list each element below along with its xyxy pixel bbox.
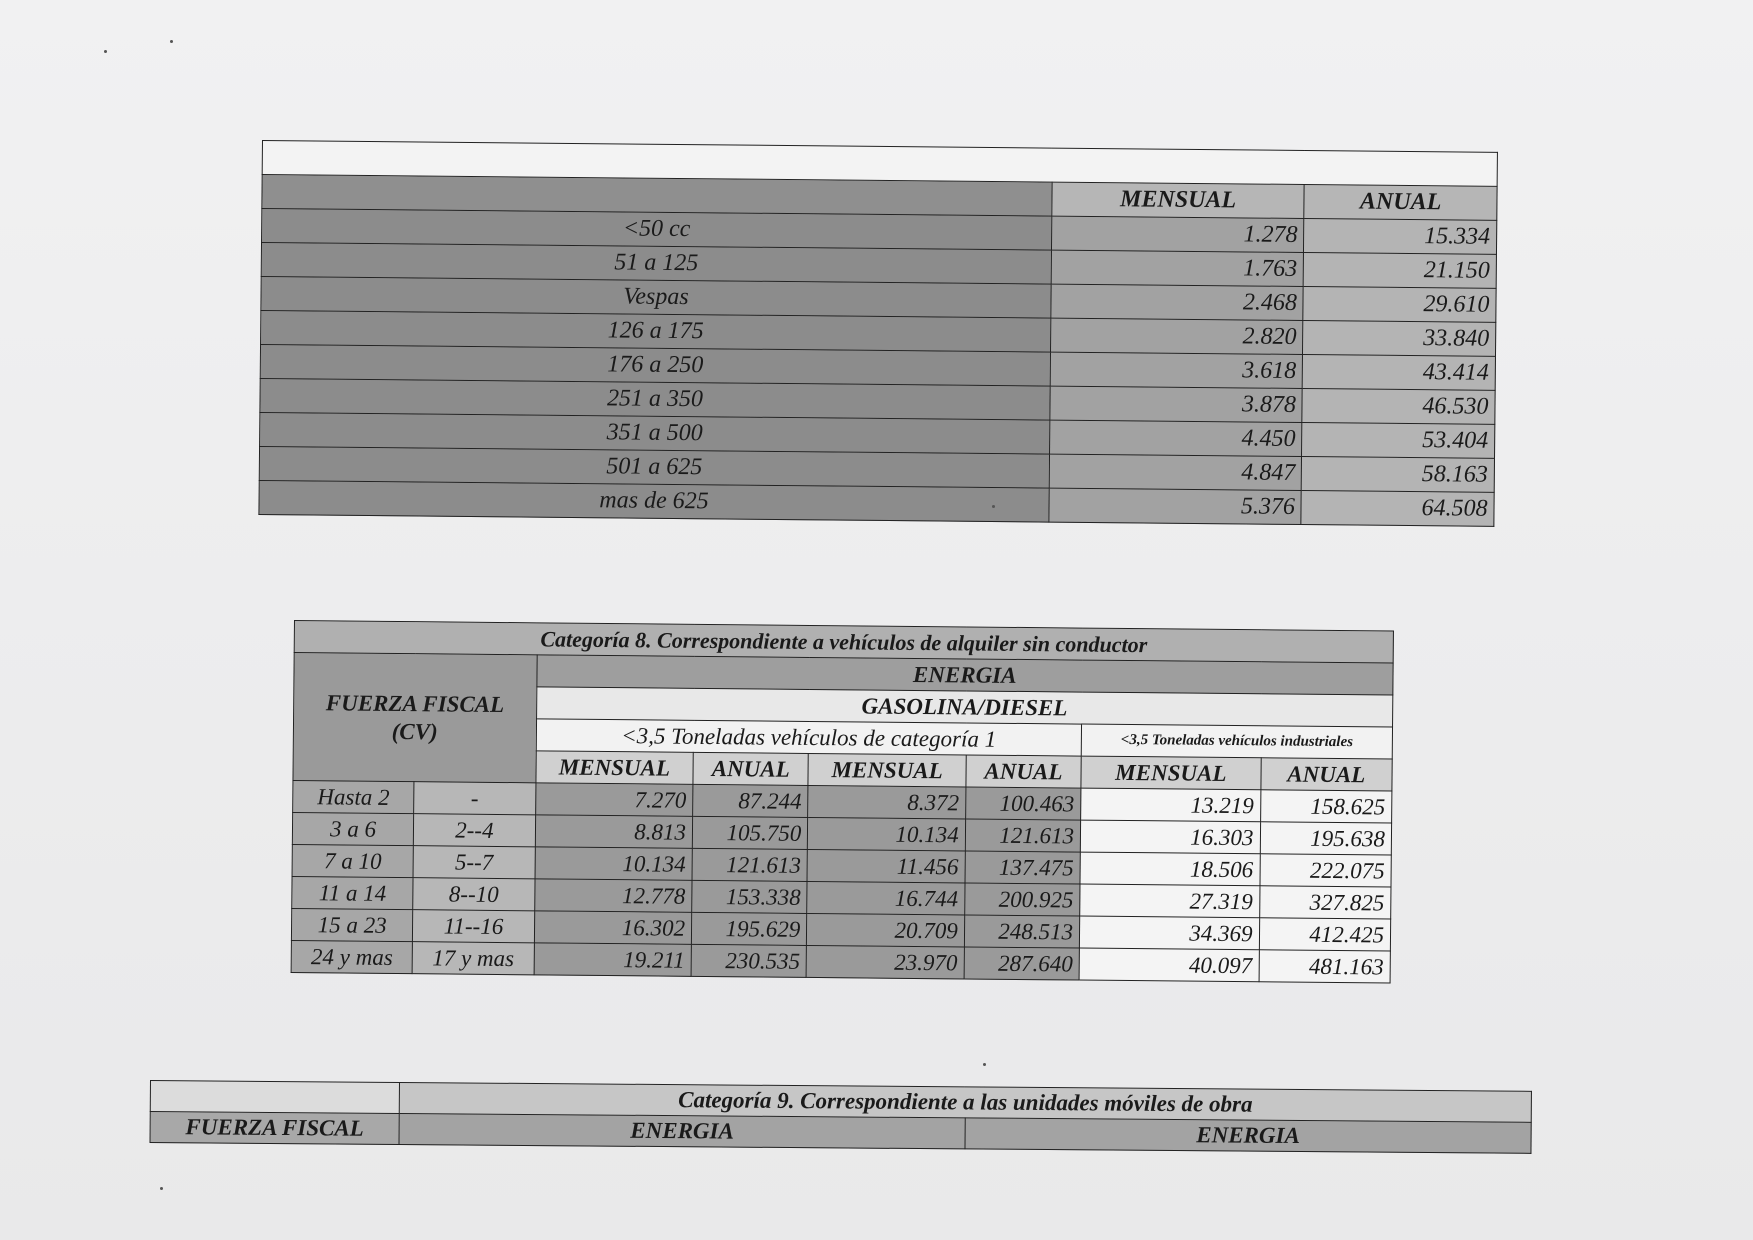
anual-header-1: ANUAL — [693, 752, 809, 785]
energia-header-2: ENERGIA — [965, 1118, 1531, 1153]
anual-cat1-cell: 87.244 — [693, 784, 809, 817]
fuerza-range-cell: 3 a 6 — [292, 812, 414, 845]
category-8-table — [291, 620, 1394, 984]
category-cell: <50 cc — [262, 209, 1052, 251]
blank-cell — [150, 1081, 399, 1114]
fuerza-range-cell: Hasta 2 — [293, 780, 415, 813]
fuerza-fiscal-label: FUERZA FISCAL — [325, 689, 505, 717]
cv-label: (CV) — [391, 718, 438, 744]
mensual-cell: 4.847 — [1049, 454, 1302, 490]
scan-speck — [160, 1187, 163, 1190]
category-cell: 176 a 250 — [260, 344, 1050, 386]
anual-industrial-cell: 158.625 — [1260, 790, 1392, 823]
mensual-cat1-cell: 8.813 — [535, 815, 693, 849]
mensual-cell: 2.820 — [1050, 318, 1303, 354]
category-cell: 351 a 500 — [260, 412, 1050, 454]
tonnage-category-1-header: <3,5 Toneladas vehículos de categoría 1 — [536, 719, 1082, 756]
anual-cat1-cell: 105.750 — [692, 816, 808, 849]
header-mensual: MENSUAL — [1052, 182, 1305, 218]
mensual-cell: 3.878 — [1050, 386, 1303, 422]
anual-cell: 46.530 — [1302, 389, 1495, 425]
table-body — [291, 780, 1392, 983]
fuerza-range-alt-cell: 8--10 — [413, 878, 535, 911]
fuerza-range-cell: 15 a 23 — [291, 908, 413, 941]
fuerza-range-cell: 24 y mas — [291, 940, 413, 973]
mensual-cell: 3.618 — [1050, 352, 1303, 388]
category-cell: 51 a 125 — [261, 243, 1051, 285]
anual-header-2: ANUAL — [966, 755, 1082, 788]
mensual-industrial-cell: 18.506 — [1080, 852, 1260, 886]
scan-speck — [983, 1063, 986, 1066]
anual-cat1b-cell: 200.925 — [964, 883, 1080, 916]
fuerza-fiscal-header — [293, 653, 537, 783]
anual-industrial-cell: 481.163 — [1259, 950, 1391, 983]
mensual-cat1-cell: 7.270 — [535, 783, 693, 817]
fuerza-range-alt-cell: 11--16 — [413, 910, 535, 943]
mensual-cat1b-cell: 16.744 — [807, 881, 965, 915]
fuerza-range-alt-cell: 17 y mas — [412, 942, 534, 975]
anual-cell: 33.840 — [1303, 321, 1496, 357]
category-cell: 126 a 175 — [261, 310, 1051, 352]
category-cell: mas de 625 — [259, 480, 1049, 522]
mensual-cell: 1.278 — [1051, 216, 1304, 252]
tonnage-industrial-header: <3,5 Toneladas vehículos industriales — [1081, 724, 1392, 759]
fuerza-range-alt-cell: 5--7 — [413, 846, 535, 879]
table-title: Categoría 9. Correspondiente a las unidades móviles de obra — [399, 1082, 1531, 1122]
category-cell: Vespas — [261, 276, 1051, 318]
anual-industrial-cell: 195.638 — [1260, 822, 1392, 855]
gasolina-diesel-header: GASOLINA/DIESEL — [536, 687, 1393, 727]
anual-cat1-cell: 153.338 — [692, 880, 808, 913]
energia-header: ENERGIA — [536, 655, 1393, 695]
mensual-cell: 2.468 — [1051, 284, 1304, 320]
scan-speck — [104, 50, 107, 53]
anual-cat1-cell: 121.613 — [692, 848, 808, 881]
fuerza-fiscal-header: FUERZA FISCAL — [150, 1112, 399, 1145]
anual-cell: 29.610 — [1303, 287, 1496, 323]
mensual-header-1: MENSUAL — [535, 751, 693, 785]
anual-industrial-cell: 327.825 — [1259, 886, 1391, 919]
mensual-cat1b-cell: 11.456 — [807, 849, 965, 883]
anual-cell: 58.163 — [1302, 456, 1495, 492]
anual-cell: 43.414 — [1303, 355, 1496, 391]
fuerza-range-alt-cell: - — [414, 782, 536, 815]
fuerza-range-alt-cell: 2--4 — [414, 814, 536, 847]
fuerza-range-cell: 11 a 14 — [292, 876, 414, 909]
anual-cat1-cell: 230.535 — [691, 944, 807, 977]
anual-header-3: ANUAL — [1260, 758, 1392, 791]
mensual-industrial-cell: 16.303 — [1080, 820, 1260, 854]
anual-cell: 53.404 — [1302, 422, 1495, 458]
mensual-cat1b-cell: 20.709 — [807, 913, 965, 947]
mensual-industrial-cell: 13.219 — [1081, 788, 1261, 822]
mensual-cat1-cell: 16.302 — [534, 911, 692, 945]
motorcycle-rates-table — [258, 140, 1498, 527]
mensual-industrial-cell: 27.319 — [1080, 884, 1260, 918]
mensual-cell: 5.376 — [1049, 488, 1302, 524]
anual-cell: 21.150 — [1304, 253, 1497, 289]
mensual-cat1b-cell: 10.134 — [808, 817, 966, 851]
anual-industrial-cell: 222.075 — [1259, 854, 1391, 887]
fuerza-range-cell: 7 a 10 — [292, 844, 414, 877]
mensual-cat1-cell: 19.211 — [534, 943, 692, 977]
anual-cat1-cell: 195.629 — [691, 912, 807, 945]
mensual-cat1b-cell: 23.970 — [806, 945, 964, 979]
category-cell: 251 a 350 — [260, 378, 1050, 420]
anual-cat1b-cell: 121.613 — [965, 819, 1081, 852]
table-body — [259, 209, 1497, 527]
mensual-header-2: MENSUAL — [808, 753, 966, 787]
anual-cell: 15.334 — [1304, 219, 1497, 255]
header-anual: ANUAL — [1304, 185, 1497, 221]
category-cell: 501 a 625 — [259, 446, 1049, 488]
anual-industrial-cell: 412.425 — [1259, 918, 1391, 951]
mensual-header-3: MENSUAL — [1081, 756, 1261, 790]
energia-header-1: ENERGIA — [399, 1113, 965, 1148]
mensual-industrial-cell: 40.097 — [1079, 948, 1259, 982]
mensual-cat1-cell: 12.778 — [534, 879, 692, 913]
scan-speck — [992, 505, 995, 508]
mensual-industrial-cell: 34.369 — [1079, 916, 1259, 950]
table-title: Categoría 8. Correspondiente a vehículos de alquiler sin conductor — [294, 621, 1393, 664]
mensual-cat1-cell: 10.134 — [535, 847, 693, 881]
anual-cell: 64.508 — [1301, 490, 1494, 526]
mensual-cat1b-cell: 8.372 — [808, 785, 966, 819]
anual-cat1b-cell: 248.513 — [964, 915, 1080, 948]
anual-cat1b-cell: 100.463 — [965, 787, 1081, 820]
scan-speck — [170, 40, 173, 43]
anual-cat1b-cell: 287.640 — [964, 947, 1080, 980]
mensual-cell: 1.763 — [1051, 250, 1304, 286]
anual-cat1b-cell: 137.475 — [965, 851, 1081, 884]
category-9-table — [150, 1080, 1532, 1154]
mensual-cell: 4.450 — [1049, 420, 1302, 456]
